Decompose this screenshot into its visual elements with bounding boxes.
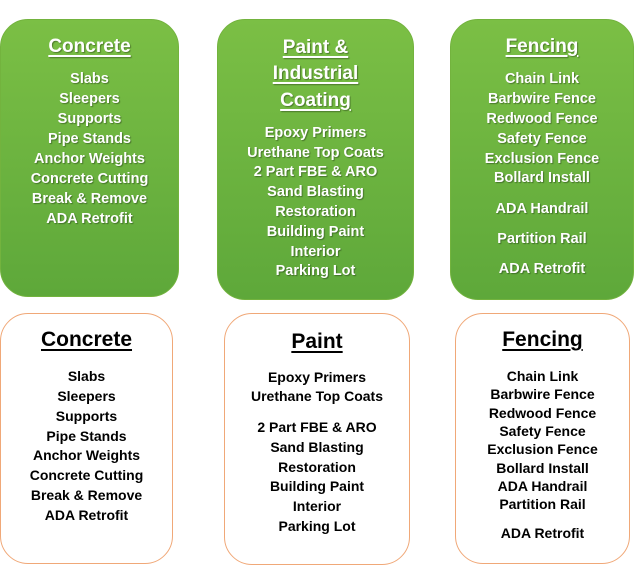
service-item: Urethane Top Coats [247, 145, 384, 161]
service-item: Sleepers [59, 91, 120, 107]
service-item: Anchor Weights [34, 151, 145, 167]
service-item: Slabs [70, 71, 109, 87]
service-item: Safety Fence [497, 131, 587, 147]
service-item: Epoxy Primers [264, 125, 367, 141]
service-item: Parking Lot [278, 518, 356, 534]
service-item: Bollard Install [496, 460, 589, 476]
card-title: Coating [280, 90, 351, 111]
service-item: Supports [57, 111, 122, 127]
service-item: ADA Retrofit [46, 211, 133, 227]
card-title: Paint [291, 330, 343, 353]
service-item: Interior [292, 498, 342, 514]
card-title: Fencing [505, 36, 579, 57]
paint-card-white [224, 313, 410, 565]
service-item: Restoration [278, 459, 356, 475]
card-title: Concrete [40, 328, 133, 351]
service-item: ADA Retrofit [44, 507, 129, 523]
fencing-card-white [455, 313, 630, 564]
service-item: Concrete Cutting [29, 467, 144, 483]
service-item: Building Paint [269, 478, 365, 494]
service-item: Break & Remove [31, 191, 148, 207]
service-item: Pipe Stands [48, 131, 131, 147]
service-item: Barbwire Fence [490, 386, 595, 402]
service-item: Slabs [67, 368, 106, 384]
service-item: Building Paint [266, 224, 365, 240]
service-item: Pipe Stands [46, 428, 127, 444]
service-item: Exclusion Fence [487, 441, 598, 457]
service-item: Barbwire Fence [488, 91, 596, 107]
service-item: Sand Blasting [267, 184, 364, 200]
service-item: ADA Handrail [497, 478, 588, 494]
fencing-card-green [450, 19, 634, 300]
service-item: Redwood Fence [488, 405, 597, 421]
paint-card-green [217, 19, 414, 300]
service-item: Supports [55, 408, 118, 424]
service-item: Sand Blasting [270, 439, 364, 455]
service-item: Partition Rail [497, 231, 587, 247]
card-title: Fencing [502, 328, 583, 351]
service-item: Chain Link [506, 368, 579, 384]
service-item: ADA Retrofit [500, 525, 585, 541]
service-item: 2 Part FBE & ARO [257, 419, 377, 435]
service-item: Break & Remove [30, 487, 143, 503]
service-item: Exclusion Fence [484, 151, 600, 167]
service-item: Parking Lot [275, 263, 356, 279]
card-title: Concrete [48, 36, 131, 57]
service-item: ADA Handrail [495, 201, 589, 217]
service-item: Bollard Install [494, 170, 590, 186]
service-item: Interior [290, 244, 341, 260]
card-title: Paint & [282, 37, 349, 58]
service-item: Epoxy Primers [267, 369, 367, 385]
service-item: 2 Part FBE & ARO [253, 164, 378, 180]
service-item: Sleepers [57, 388, 116, 404]
service-item: Redwood Fence [486, 111, 598, 127]
service-item: Anchor Weights [32, 447, 141, 463]
service-item: ADA Retrofit [498, 261, 586, 277]
service-item: Urethane Top Coats [251, 388, 383, 404]
card-title: Industrial [272, 63, 359, 84]
service-item: Chain Link [504, 71, 580, 87]
service-item: Safety Fence [499, 423, 586, 439]
concrete-card-green [0, 19, 179, 297]
service-item: Restoration [275, 204, 356, 220]
concrete-card-white [0, 313, 173, 564]
service-item: Partition Rail [499, 496, 586, 512]
service-item: Concrete Cutting [30, 171, 149, 187]
